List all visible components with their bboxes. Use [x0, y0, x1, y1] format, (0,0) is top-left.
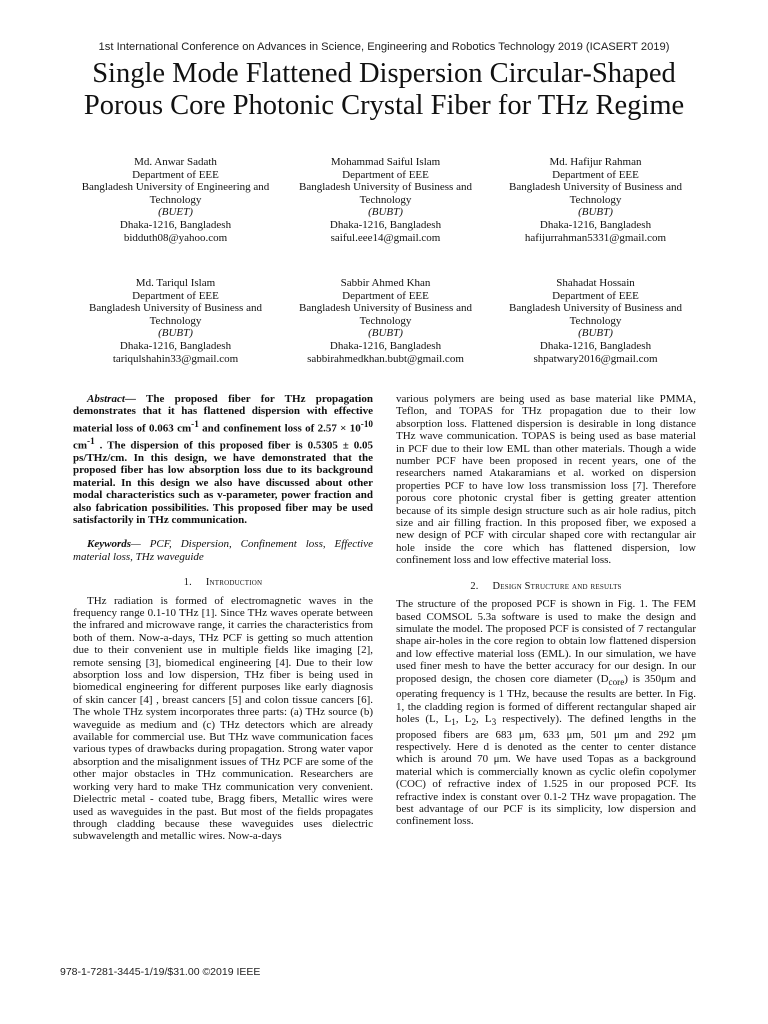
author-univ: Technology: [569, 193, 622, 206]
design-text: , L: [455, 712, 472, 725]
author-univ: Technology: [359, 193, 412, 206]
abstract-text: . The dispersion of this proposed fiber is 0.5305 ± 0.05 ps/THz/cm. In this design, we have demonstrated that the proposed fiber has low absorption loss due to its background material. In this design we also have discussed about other modal characteristics such as v-parameter, power fraction and also fabrication possibilities. This proposed fiber may be used satisfactorily in THz communication.: [73, 439, 373, 526]
paper-title: [30, 58, 738, 122]
author-univ: Bangladesh University of Engineering and: [81, 181, 270, 194]
author-univ-abbr: (BUET): [158, 206, 193, 219]
author-email: saiful.eee14@gmail.com: [330, 231, 441, 244]
abstract-sup: -10: [360, 418, 373, 429]
author-univ: Technology: [359, 314, 412, 327]
author-2: [278, 156, 493, 244]
keywords-dash: —: [131, 538, 150, 551]
section-title: Introduction: [205, 577, 263, 589]
author-univ-abbr: (BUBT): [368, 327, 403, 340]
author-city: Dhaka-1216, Bangladesh: [119, 339, 232, 352]
design-sub: 3: [491, 717, 497, 728]
author-univ-abbr: (BUBT): [578, 327, 613, 340]
author-dept: Department of EEE: [342, 168, 429, 181]
author-3: [488, 156, 703, 244]
section-heading-design: [396, 581, 696, 593]
author-univ-abbr: (BUBT): [158, 327, 193, 340]
design-sub: core: [608, 676, 625, 687]
author-univ: Bangladesh University of Business and: [509, 181, 682, 194]
author-univ: Technology: [569, 314, 622, 327]
abstract-dash: —: [124, 393, 146, 405]
author-email: bidduth08@yahoo.com: [123, 231, 228, 244]
author-dept: Department of EEE: [342, 289, 429, 302]
author-univ: Technology: [149, 314, 202, 327]
author-univ: Bangladesh University of Business and: [509, 302, 682, 315]
author-city: Dhaka-1216, Bangladesh: [539, 339, 652, 352]
author-email: sabbirahmedkhan.bubt@gmail.com: [307, 352, 464, 365]
right-column: [396, 393, 696, 828]
design-sub: 1: [451, 717, 456, 728]
design-text: , L: [476, 712, 492, 725]
author-univ: Bangladesh University of Business and: [299, 302, 472, 315]
author-name: Md. Tariqul Islam: [135, 277, 216, 289]
author-city: Dhaka-1216, Bangladesh: [119, 218, 232, 231]
author-5: [278, 277, 493, 365]
intro-paragraph: THz radiation is formed of electromagnetic waves in the frequency range 0.1-10 THz [1]. Since THz waves operate between the infrared and microwave range, it carries the characteristics from both of them. Now-a-days, THz PCF is getting so much attention due to their convenient use in multiple fields like imaging [2], remote sensing [3], biomedical engineering [4]. Due to their low absorption loss and low dispersion, THz fiber is being used in biomedical engineering for different purposes like early diagnosis of skin cancer [4] , breast cancers [5] and colon tissue cancers [6]. The whole THz system incorporates three parts: (a) THz source (b) waveguide as medium and (c) THz detectors which are already available for commercial use. But THz wave communication faces various types of drawbacks during propagation. Strong water vapor absorption and the misalignment issues of THz PCF are some of the other major obstacles in THz communication. Researchers are working very hard to make THz communication very convenient. Dielectric metal - coated tube, Bragg fibers, Metallic wires were used as waveguides in the past. But most of the fields propagates through cladding because these waveguides uses dielectric subwavelength and metallic wires. Now-a-days: [73, 594, 373, 843]
abstract-text: and confinement loss of 2.57 × 10: [198, 422, 361, 435]
abstract: [73, 393, 373, 526]
keywords-text: PCF, Dispersion, Confinement loss, Effective material loss, THz waveguide: [73, 538, 373, 563]
author-univ: Technology: [149, 193, 202, 206]
author-1: [68, 156, 283, 244]
author-email: tariqulshahin33@gmail.com: [112, 352, 239, 365]
design-text: ) is 350μm and operating frequency is 1 THz, because the results are better. In Fig. 1, the cladding region is formed of different rectangular shaped air holes (L, L: [396, 672, 696, 725]
author-city: Dhaka-1216, Bangladesh: [329, 218, 442, 231]
author-name: Md. Hafijur Rahman: [549, 156, 642, 168]
author-city: Dhaka-1216, Bangladesh: [329, 339, 442, 352]
abstract-label: Abstract: [87, 393, 125, 405]
title-line-2: Porous Core Photonic Crystal Fiber for THz Regime: [83, 90, 685, 121]
design-paragraph: [396, 598, 696, 828]
design-text: The structure of the proposed PCF is shown in Fig. 1. The FEM based COMSOL 5.3a software is used to make the design and simulate the model. The proposed PCF is consisted of 7 rectangular shape air-holes in the core region to obtain low flattened dispersion and low effective material loss (EML). In our simulation, we have used finer mesh to have the better accuracy for our design. In our proposed design, the chosen core diameter (D: [396, 598, 696, 685]
section-number: 2.: [470, 580, 479, 592]
abstract-sup: -1: [87, 435, 95, 446]
author-name: Sabbir Ahmed Khan: [340, 277, 431, 289]
design-sub: 2: [471, 717, 477, 728]
author-dept: Department of EEE: [132, 168, 219, 181]
author-6: [488, 277, 703, 365]
conference-header: 1st International Conference on Advances in Science, Engineering and Robotics Technology 2019 (ICASERT 2019): [98, 41, 670, 53]
copyright-footer: 978-1-7281-3445-1/19/$31.00 ©2019 IEEE: [60, 966, 261, 978]
author-univ-abbr: (BUBT): [578, 206, 613, 219]
author-4: [68, 277, 283, 365]
keywords-label: Keywords: [87, 538, 131, 551]
keywords: [73, 538, 373, 563]
design-text: respectively). The defined lengths in the proposed fibers are 683 μm, 633 μm, 501 μm and 292 μm respectively. Here d is denoted as the center to center distance which is around 70 μm. We have used Topas as a background material which is commercially known as cyclic olefin copolymer (COC) of refractive index of 1.525 in our proposed PCF. Its refractive index is constant over 0.1-2 THz wave propagation. The best advantage of our PCF is its simplicity, low dispersion and confinement loss.: [396, 712, 696, 828]
section-heading-introduction: [73, 577, 373, 589]
author-univ: Bangladesh University of Business and: [89, 302, 262, 315]
author-email: shpatwary2016@gmail.com: [533, 352, 658, 365]
section-title: Design Structure and results: [492, 580, 622, 592]
title-line-1: Single Mode Flattened Dispersion Circular-Shaped: [92, 58, 676, 89]
abstract-text: The proposed fiber for THz propagation demonstrates that it has flattened dispersion with effective material loss of 0.063 cm: [73, 393, 373, 435]
intro-continuation: various polymers are being used as base material like PMMA, Teflon, and TOPAS for THz propagation due to their low absorption loss. Flattened dispersion is desirable in long distance THz wave communication. TOPAS is being used as base material in PCF due to their low EML than other materials. Though a wide number PCF have been proposed in recent years, one of the researchers named Atakaramians et al. worked on dispersion properties PCF to have low loss transmission loss [7]. Therefore porous core photonic crystal fiber is getting greater attention because of its simple design structure such as air hole radius, pitch size and air filling fraction. In this proposed fiber, we exposed a new design of PCF with circular shaped core with rectangular air hole inside the core which has flattened dispersion, low confinement loss and low effective material loss.: [396, 393, 696, 567]
author-dept: Department of EEE: [552, 289, 639, 302]
author-name: Md. Anwar Sadath: [134, 156, 217, 168]
abstract-text: cm: [73, 439, 88, 452]
left-column: [73, 393, 373, 843]
author-email: hafijurrahman5331@gmail.com: [524, 231, 667, 244]
author-univ: Bangladesh University of Business and: [299, 181, 472, 194]
author-dept: Department of EEE: [552, 168, 639, 181]
section-number: 1.: [183, 577, 192, 589]
abstract-sup: -1: [191, 418, 199, 429]
author-univ-abbr: (BUBT): [368, 206, 403, 219]
author-dept: Department of EEE: [132, 289, 219, 302]
author-city: Dhaka-1216, Bangladesh: [539, 218, 652, 231]
author-name: Shahadat Hossain: [556, 277, 635, 289]
author-name: Mohammad Saiful Islam: [330, 156, 441, 168]
